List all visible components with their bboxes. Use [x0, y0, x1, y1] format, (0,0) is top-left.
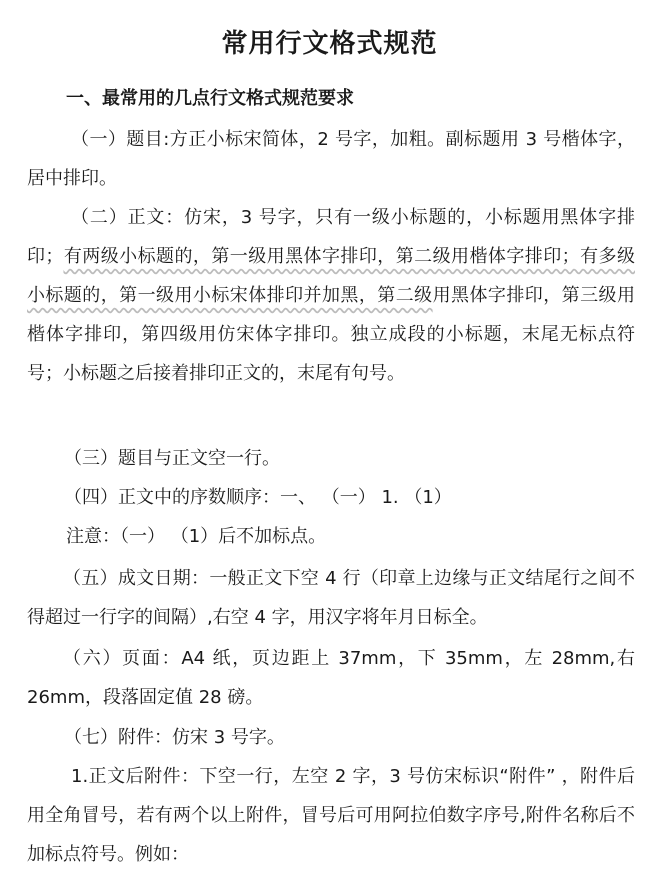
body-format-text-b: 有两级小标题的，第一级用黑体字排印，第二级用楷体字排印；有多级小标题的，第一级用小标宋体排印并加黑，第二级	[27, 246, 635, 306]
paragraph-body-format	[27, 198, 635, 393]
body-format-text-a: （二）正文：仿宋，3 号字，只有一级小标题的，小标题用黑体字排印；	[27, 207, 635, 267]
paragraph-ordinal-sequence: （四）正文中的序数顺序：一、 （一） 1. （1）	[64, 487, 452, 508]
paragraph-date-format: （五）成文日期：一般正文下空 4 行（印章上边缘与正文结尾行之间不得超过一行字的间隔）,右空 4 字，用汉字将年月日标全。	[27, 568, 635, 628]
paragraph-page-format: （六）页面：A4 纸，页边距上 37mm，下 35mm，左 28mm,右 26mm，段落固定值 28 磅。	[27, 648, 635, 708]
paragraph-attachment-details: 1.正文后附件：下空一行，左空 2 字，3 号仿宋标识“附件” ，附件后用全角冒号，若有两个以上附件，冒号后可用阿拉伯数字序号,附件名称后不加标点符号。例如：	[27, 766, 635, 865]
section-heading: 一、最常用的几点行文格式规范要求	[66, 88, 354, 109]
paragraph-attachment-format: （七）附件：仿宋 3 号字。	[64, 727, 285, 748]
body-format-text-c: 用黑体字排印，第三级用楷体字排印，第四级用仿宋体字排印。独立成段的小标题，末尾无标点符号；小标题之后接着排印正文的，末尾有句号。	[27, 285, 635, 384]
paragraph-title-spacing: （三）题目与正文空一行。	[64, 448, 280, 469]
paragraph-ordinal-note: 注意：（一） （1）后不加标点。	[66, 526, 327, 547]
document-title: 常用行文格式规范	[221, 29, 438, 59]
paragraph-title-format: （一）题目:方正小标宋简体，2 号字，加粗。副标题用 3 号楷体字，居中排印。	[27, 129, 635, 189]
